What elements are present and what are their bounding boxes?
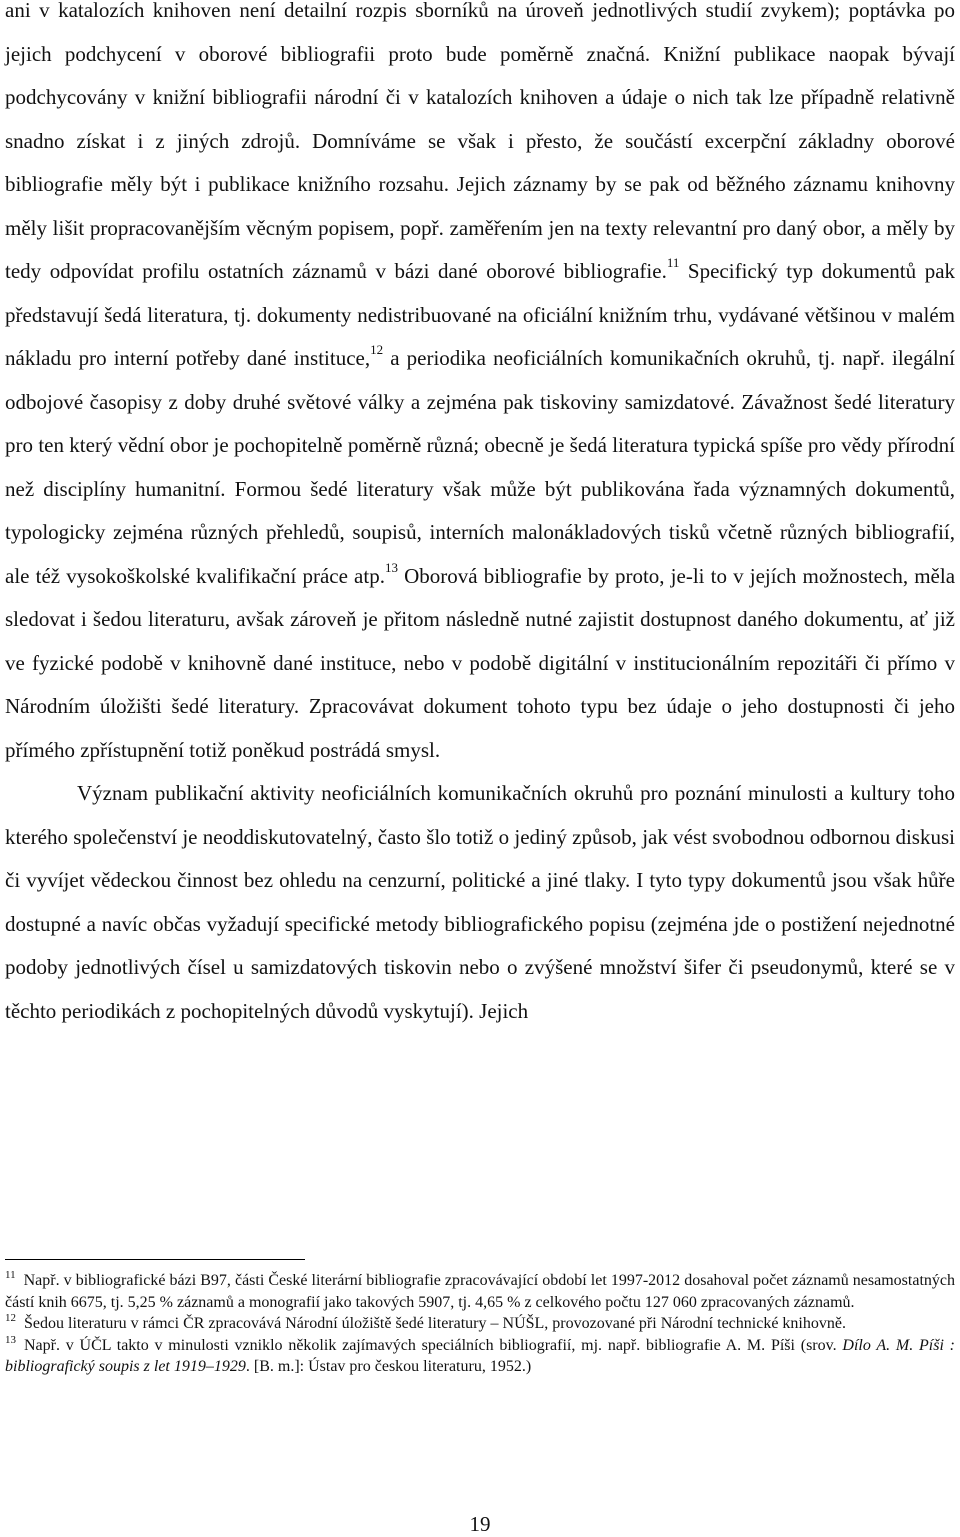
body-text bbox=[5, 0, 955, 1033]
paragraph-2 bbox=[5, 772, 955, 1033]
footnote-11 bbox=[5, 1270, 955, 1313]
footnote-ref-13[interactable]: 13 bbox=[384, 559, 398, 575]
footnote-separator bbox=[5, 1259, 305, 1260]
footnote-13-cited-title: Dílo A. M. Píši : bibliografický soupis z let 1919–1929 bbox=[5, 1336, 956, 1375]
paragraph-1 bbox=[5, 0, 955, 772]
footnote-number-11: 11 bbox=[5, 1269, 16, 1281]
footnotes bbox=[5, 1270, 955, 1378]
paragraph-1-part-c: a periodika neoficiálních komunikačních okruhů, tj. např. ilegální odbojové časopisy z doby druhé světové války a zejména pak tiskoviny samizdatové. Závažnost šedé literatury pro ten který vědní obor je pochopitelně poměrně různá; obecně je šedá literatura typická spíše pro vědy přírodní než disciplíny humanitní. Formou šedé literatury však může být publikována řada významných dokumentů, typologicky zejména různých přehledů, soupisů, interních malonákladových tisků včetně různých bibliografií, ale též vysokoškolské kvalifikační práce atp. bbox=[5, 346, 955, 588]
paragraph-1-part-b: Specifický typ dokumentů pak představují šedá literatura, tj. dokumenty nedistribuované na oficiální knižním trhu, vydávané většinou v malém nákladu pro interní potřeby dané instituce, bbox=[5, 259, 956, 370]
footnote-text-11: Např. v bibliografické bázi B97, části České literární bibliografie zpracovávající období let 1997-2012 dosahoval počet záznamů nesamostatných částí knih 6675, tj. 5,25 % záznamů a monografií jako takových 5907, tj. 4,65 % z celkového počtu 127 060 zpracovaných záznamů. bbox=[5, 1272, 955, 1311]
paragraph-1-part-a: ani v katalozích knihoven není detailní rozpis sborníků na úroveň jednotlivých studií zvykem); poptávka po jejich podchycení v oborové bibliografii proto bude poměrně značná. Knižní publikace naopak bývají podchycovány v knižní bibliografii národní či v katalozích knihoven a údaje o nich tak lze případně relativně snadno získat i z jiných zdrojů. Domníváme se však i přesto, že součástí excerpční základny oborové bibliografie měly být i publikace knižního rozsahu. Jejich záznamy by se pak od běžného záznamu knihovny měly lišit propracovanějším věcným popisem, popř. zaměřením jen na texty relevantní pro daný obor, a měly by tedy odpovídat profilu ostatních záznamů v bázi dané oborové bibliografie. bbox=[5, 0, 955, 283]
page-number: 19 bbox=[469, 1512, 491, 1536]
footnote-12 bbox=[5, 1313, 955, 1335]
footnote-ref-11[interactable]: 11 bbox=[666, 255, 680, 270]
footnote-text-12: Šedou literaturu v rámci ČR zpracovává Národní úložiště šedé literatury – NÚŠL, provozované při Národní technické knihovně. bbox=[24, 1315, 846, 1332]
footnote-text-13-b: . [B. m.]: Ústav pro českou literaturu, 1952.) bbox=[245, 1358, 532, 1375]
paragraph-1-part-d: Oborová bibliografie by proto, je-li to v jejích možnostech, měla sledovat i šedou literaturu, avšak zároveň je přitom následně nutné zajistit dostupnost daného dokumentu, ať již ve fyzické podobě v knihovně dané instituce, nebo v podobě digitální v institucionálním repozitáři či přímo v Národním úložišti šedé literatury. Zpracovávat dokument tohoto typu bez údaje o jeho dostupnosti či jeho přímého zpřístupnění totiž poněkud postrádá smysl. bbox=[5, 563, 956, 762]
footnote-13 bbox=[5, 1335, 955, 1378]
footnote-number-12: 12 bbox=[5, 1312, 16, 1324]
paragraph-2-text: Význam publikační aktivity neoficiálních komunikačních okruhů pro poznání minulosti a kultury toho kterého společenství je neoddiskutovatelný, často šlo totiž o jediný způsob, jak vést svobodnou odbornou diskusi či vyvíjet vědeckou činnost bez ohledu na cenzurní, politické a jiné tlaky. I tyto typy dokumentů jsou však hůře dostupné a navíc občas vyžadují specifické metody bibliografického popisu (zejména jde o postižení nejednotné podoby jednotlivých čísel u samizdatových tiskovin nebo o zvýšené množství šifer či pseudonymů, které se v těchto periodikách z pochopitelných důvodů vyskytují). Jejich bbox=[5, 781, 955, 1023]
footnote-text-13-a: Např. v ÚČL takto v minulosti vzniklo několik zajímavých speciálních bibliografií, mj. např. bibliografie A. M. Píši (srov. bbox=[24, 1336, 837, 1354]
footnote-number-13: 13 bbox=[5, 1333, 16, 1346]
footnote-ref-12[interactable]: 12 bbox=[370, 342, 384, 357]
document-page bbox=[5, 0, 956, 1375]
